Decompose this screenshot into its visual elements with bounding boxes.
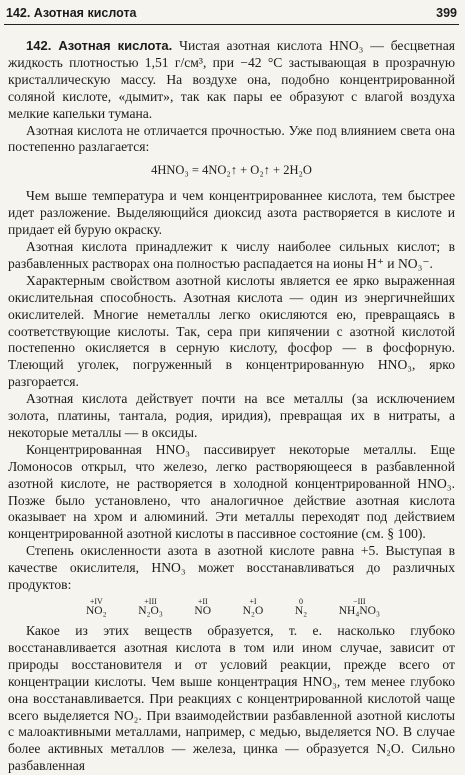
oxidation-state: −III: [353, 597, 366, 606]
product-item: [243, 597, 264, 617]
product-formula: N₂O₃: [138, 605, 163, 617]
oxidation-state: +III: [144, 597, 157, 606]
paragraph: Азотная кислота не отличается прочностью. Уже под влиянием света она постепенно разлагается:: [8, 122, 455, 155]
running-header: [6, 3, 457, 23]
page-number: 399: [436, 6, 457, 20]
product-formula: NO: [194, 605, 212, 617]
product-formula: N₂O: [242, 605, 264, 617]
paragraph: Азотная кислота принадлежит к числу наиболее сильных кислот; в разбавленных растворах она полностью распадается на ионы H⁺ и NO₃⁻.: [8, 238, 455, 271]
product-formula: NH₄NO₃: [338, 605, 380, 617]
oxidation-state: +I: [249, 597, 257, 606]
oxidation-state: +II: [197, 597, 208, 606]
product-item: [194, 597, 211, 617]
product-formula: NO₂: [86, 605, 107, 617]
paragraph: Какое из этих веществ образуется, т. е. насколько глубоко восстанавливается азотная кислота в том или ином случае, зависит от природы восстановителя и от условий реакции, прежде всего от концентрации кислоты. Чем выше концентрация HNO₃, тем менее глубоко она восстанавливается. При реакциях с концентрированной кислотой чаще всего выделяется NO₂. При взаимодействии разбавленной азотной кислоты с малоактивными металлами, например, с медью, выделяется NO. В случае более активных металлов — железа, цинка — образуется N₂O. Сильно разбавленная: [8, 623, 455, 774]
paragraph: Чем выше температура и чем концентрированнее кислота, тем быстрее идет разложение. Выделяющийся диоксид азота растворяется в кислоте и придает ей бурую окраску.: [8, 188, 455, 238]
paragraph: Концентрированная HNO₃ пассивирует некоторые металлы. Еще Ломоносов открыл, что железо, легко растворяющееся в разбавленной азотной кислоте, не растворяется в холодной концентрированной HNO₃. Позже было установлено, что аналогичное действие азотная кислота оказывает на хром и алюминий. Эти металлы переходят под действием концентрированной азотной кислоты в пассивное состояние (см. § 100).: [8, 441, 455, 542]
product-item: [339, 597, 380, 617]
product-item: [295, 597, 307, 617]
paragraph: Характерным свойством азотной кислоты является ее ярко выраженная окислительная способность. Азотная кислота — один из энергичнейших окислителей. Многие неметаллы легко окисляются ею, превращаясь в соответствующие кислоты. Так, сера при кипячении с азотной кислотой постепенно окисляется в серную кислоту, фосфор — в фосфорную. Тлеющий уголек, погруженный в концентрированную HNO₃, ярко разгорается.: [8, 272, 455, 390]
header-rule: [4, 24, 459, 25]
product-item: [86, 597, 107, 617]
product-formula: N₂: [294, 605, 308, 617]
section-heading: 142. Азотная кислота.: [26, 38, 173, 53]
page-body: [8, 38, 455, 775]
paragraph: [8, 38, 455, 123]
decomposition-equation: 4HNO₃ = 4NO₂↑ + O₂↑ + 2H₂O: [151, 163, 312, 178]
paragraph: Степень окисленности азота в азотной кислоте равна +5. Выступая в качестве окислителя, HNO₃ может восстанавливаться до различных продуктов:: [8, 543, 455, 593]
reduction-products: [8, 594, 455, 623]
paragraph: Азотная кислота действует почти на все металлы (за исключением золота, платины, тантала, родия, иридия), превращая их в нитраты, а некоторые металлы — в оксиды.: [8, 391, 455, 440]
paragraph-text: Чистая азотная кислота HNO₃ — бесцветная жидкость плотностью 1,51 г/см³, при −42 °С застывающая в прозрачную кристаллическую массу. На воздухе она, подобно концентрированной соляной кислоте, «дымит», так как пары ее образуют с влагой воздуха мелкие капельки тумана.: [8, 38, 455, 121]
product-item: [138, 597, 163, 617]
section-title: 142. Азотная кислота: [6, 6, 137, 20]
oxidation-state: 0: [298, 597, 303, 606]
oxidation-state: +IV: [89, 597, 103, 606]
